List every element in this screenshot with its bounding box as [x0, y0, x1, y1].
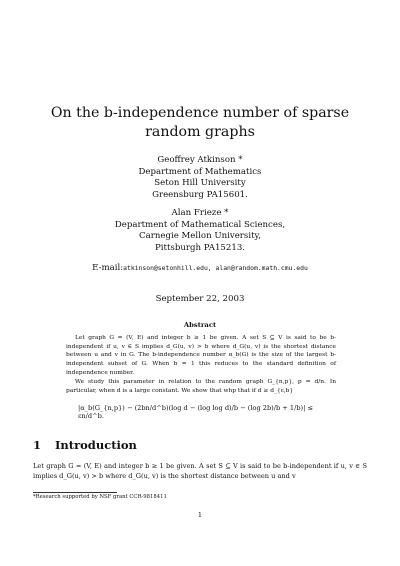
- abstract-text: Let graph G = (V, E) and integer b ≥ 1 be given. A set S ⊆ V is said to be b-independent if u, v ∈ S implies d_G(u, v) > b where d_G(u, v) is the shortest distance between u and v in G. The b-independence number α_b(G) is the size of the largest b-independent subset of G. When b = 1 this reduces to the standard definition of independence number.: [66, 335, 336, 376]
- email-label: E-mail:: [92, 263, 124, 273]
- email-addresses: atkinson@setonhill.edu, alan@random.math.cmu.edu: [123, 264, 308, 272]
- paper-title: On the b-independence number of sparse random graphs: [50, 105, 350, 140]
- author-department: Department of Mathematics: [138, 166, 262, 177]
- section-number: 1: [33, 438, 42, 452]
- footnote: *Research supported by NSF grant CCR-9818411: [33, 494, 167, 500]
- abstract-heading: Abstract: [183, 321, 217, 329]
- intro-paragraph: Let graph G = (V, E) and integer b ≥ 1 be given. A set S ⊆ V is said to be b-independent if u, v ∈ S implies d_G(u, v) > b where d_G(u, v) is the shortest distance between u and v: [33, 462, 367, 480]
- author-department: Department of Mathematical Sciences,: [114, 219, 286, 230]
- author-name: Alan Frieze *: [171, 208, 229, 218]
- page-number: 1: [197, 511, 203, 519]
- author-block-1: [0, 155, 400, 201]
- section-heading: [33, 438, 137, 452]
- abstract-paragraph-2: [66, 378, 336, 395]
- paper-date: September 22, 2003: [155, 294, 245, 304]
- section-title: Introduction: [55, 438, 137, 452]
- author-city: Greensburg PA15601.: [152, 189, 248, 200]
- footnote-rule: [33, 492, 117, 493]
- email-line: [0, 263, 400, 273]
- abstract-formula: |α_b(G_{n,p}) − (2bn/d^b)(log d − (log log d)/b − (log 2b)/b + 1/b)| ≤ εn/d^b.: [78, 404, 313, 420]
- author-institution: Carnegie Mellon University,: [139, 231, 261, 242]
- abstract-paragraph-1: [66, 334, 336, 378]
- abstract-text: We study this parameter in relation to the random graph G_{n,p}, p = d/n. In particular, when d is a large constant. We show that whp that if d ≥ d_{ε,b}: [66, 379, 336, 394]
- author-city: Pittsburgh PA15213.: [154, 242, 246, 253]
- author-block-2: [0, 208, 400, 254]
- author-institution: Seton Hill University: [154, 178, 246, 189]
- author-name: Geoffrey Atkinson *: [157, 155, 243, 165]
